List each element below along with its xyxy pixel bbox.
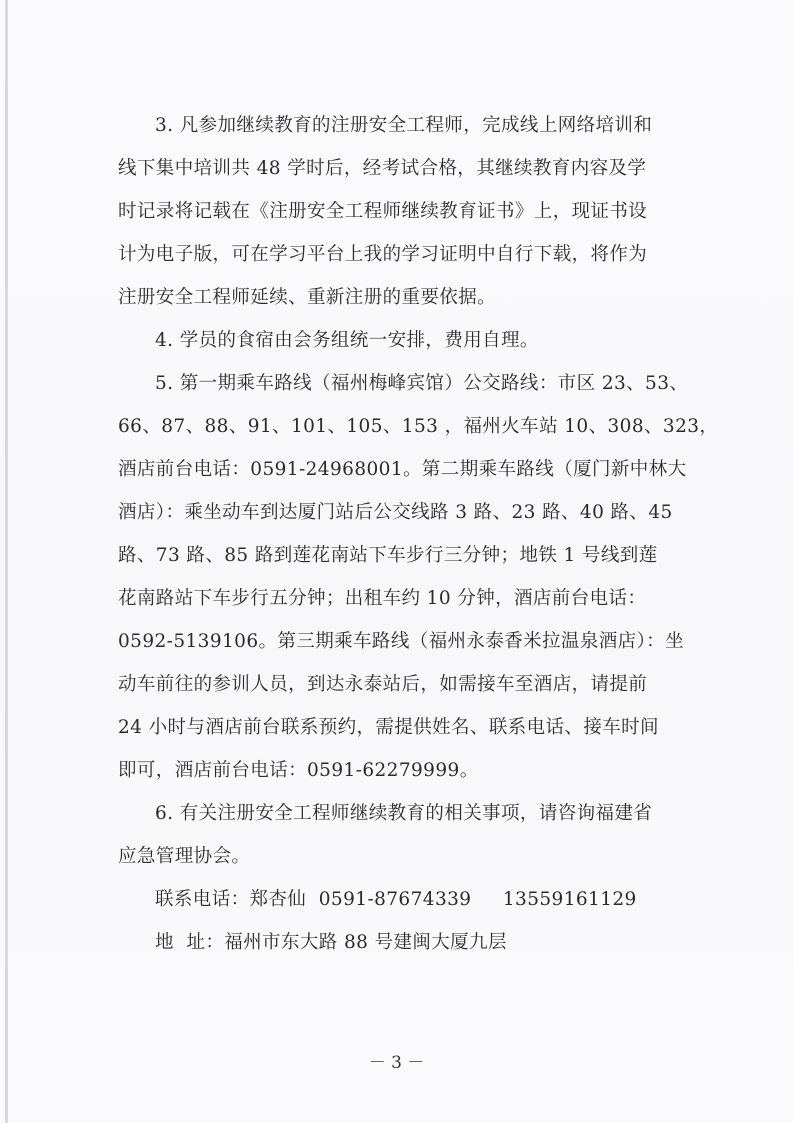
item-5-line-10: 即可，酒店前台电话：0591-62279999。 [118,760,479,781]
item-6-line-2: 应急管理协会。 [118,846,251,867]
item-5-line-1: 5. 第一期乘车路线（福州梅峰宾馆）公交路线：市区 23、53、 [155,373,689,394]
item-5-line-6: 花南路站下车步行五分钟；出租车约 10 分钟，酒店前台电话： [118,588,647,609]
page-number: － 3 － [368,1053,425,1073]
item-5-line-8: 动车前往的参训人员，到达永泰站后，如需接车至酒店，请提前 [118,674,648,695]
item-3-line-3: 时记录将记载在《注册安全工程师继续教育证书》上，现证书设 [118,201,648,222]
contact-phone: 联系电话：郑杏仙 0591-87674339 13559161129 [155,889,637,910]
item-5-line-5: 路、73 路、85 路到莲花南站下车步行三分钟；地铁 1 号线到莲 [118,545,658,566]
item-5-line-2: 66、87、88、91、101、105、153 ，福州火车站 10、308、323， [118,416,719,437]
item-6-line-1: 6. 有关注册安全工程师继续教育的相关事项，请咨询福建省 [155,803,653,824]
contact-address: 地 址：福州市东大路 88 号建闽大厦九层 [155,932,507,953]
item-5-line-3: 酒店前台电话：0591-24968001。第二期乘车路线（厦门新中林大 [118,459,687,480]
item-5-line-7: 0592-5139106。第三期乘车路线（福州永泰香米拉温泉酒店）：坐 [118,631,684,652]
item-5-line-9: 24 小时与酒店前台联系预约，需提供姓名、联系电话、接车时间 [118,717,659,738]
scan-edge [5,0,8,1123]
item-3-line-2: 线下集中培训共 48 学时后，经考试合格，其继续教育内容及学 [118,158,647,179]
item-3-line-4: 计为电子版，可在学习平台上我的学习证明中自行下载，将作为 [118,244,648,265]
item-4-line-1: 4. 学员的食宿由会务组统一安排，费用自理。 [155,330,539,351]
item-3-line-1: 3. 凡参加继续教育的注册安全工程师，完成线上网络培训和 [155,115,653,136]
item-3-line-5: 注册安全工程师延续、重新注册的重要依据。 [118,287,497,308]
item-5-line-4: 酒店）：乘坐动车到达厦门站后公交线路 3 路、23 路、40 路、45 [118,502,673,523]
